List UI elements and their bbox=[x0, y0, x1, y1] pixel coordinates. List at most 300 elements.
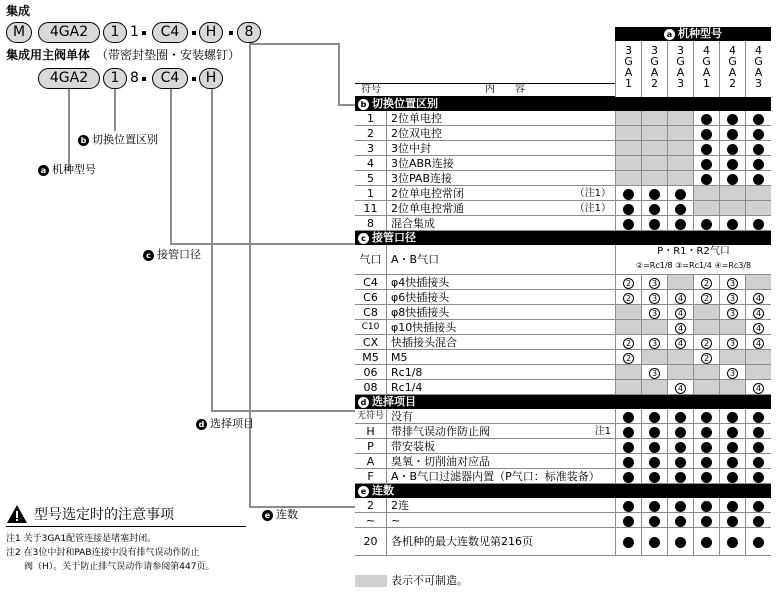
subtitle: 集成用主阀单体 （带密封垫圈・安装螺钉） bbox=[6, 48, 241, 62]
port-size-head bbox=[615, 245, 771, 275]
row-code: 20 bbox=[355, 528, 387, 555]
model-cell bbox=[615, 498, 641, 512]
model-cell bbox=[693, 290, 719, 304]
badge-icon: e bbox=[358, 486, 369, 497]
model-cell bbox=[745, 111, 771, 125]
model-cell bbox=[667, 305, 693, 319]
model-char: A bbox=[702, 66, 711, 79]
model-cell bbox=[615, 126, 641, 140]
row-code: 2 bbox=[355, 498, 387, 512]
section-title: 接管口径 bbox=[372, 231, 416, 244]
available-dot bbox=[649, 537, 660, 548]
available-dot bbox=[623, 472, 634, 483]
table-row bbox=[355, 156, 771, 171]
model-char: 3 bbox=[625, 44, 632, 57]
model-char: 2 bbox=[729, 77, 736, 90]
model-cell bbox=[667, 528, 693, 555]
row-note: 注1 bbox=[594, 426, 611, 437]
model-cell bbox=[745, 275, 771, 289]
model-char: A bbox=[676, 66, 685, 79]
available-dot bbox=[701, 537, 712, 548]
model-cell bbox=[693, 350, 719, 364]
row-code: 8 bbox=[355, 216, 387, 230]
row-description: φ6快插接头 bbox=[391, 291, 450, 304]
row-code: M5 bbox=[355, 350, 387, 364]
table-row bbox=[355, 498, 771, 513]
available-dot bbox=[675, 516, 686, 527]
model-cell bbox=[693, 365, 719, 379]
model-cell bbox=[615, 201, 641, 215]
port-size-mark: 4 bbox=[675, 308, 686, 319]
available-dot bbox=[649, 516, 660, 527]
model-char: 3 bbox=[677, 77, 684, 90]
badge-icon: b bbox=[358, 99, 369, 110]
table-row bbox=[355, 454, 771, 469]
row-description: 2连 bbox=[391, 499, 409, 512]
table-row bbox=[355, 350, 771, 365]
model-cell bbox=[641, 439, 667, 453]
row-note: （注1） bbox=[574, 203, 611, 214]
model-cell bbox=[745, 439, 771, 453]
model-cell bbox=[745, 335, 771, 349]
row-description: 2位双电控 bbox=[391, 127, 442, 140]
model-cell bbox=[615, 335, 641, 349]
table-row bbox=[355, 409, 771, 424]
available-dot bbox=[675, 442, 686, 453]
port-size-mark: 2 bbox=[623, 353, 634, 364]
row-code: P bbox=[355, 439, 387, 453]
available-dot bbox=[623, 219, 634, 230]
model-cell bbox=[667, 498, 693, 512]
model-cell bbox=[615, 365, 641, 379]
model-cell bbox=[693, 498, 719, 512]
model-cell bbox=[719, 335, 745, 349]
model-cell bbox=[745, 320, 771, 334]
available-dot bbox=[753, 457, 764, 468]
available-dot bbox=[701, 457, 712, 468]
model-cell bbox=[719, 171, 745, 185]
available-dot bbox=[649, 412, 660, 423]
label-b: b 切换位置区别 bbox=[78, 133, 158, 147]
table-row bbox=[355, 126, 771, 141]
table-row bbox=[355, 469, 771, 484]
available-dot bbox=[727, 442, 738, 453]
available-dot bbox=[675, 537, 686, 548]
code-part: 8 bbox=[237, 22, 261, 43]
available-dot bbox=[701, 114, 712, 125]
available-dot bbox=[675, 189, 686, 200]
available-dot bbox=[701, 472, 712, 483]
row-code: 3 bbox=[355, 141, 387, 155]
model-cell bbox=[693, 305, 719, 319]
model-cell bbox=[719, 528, 745, 555]
head-content: 内 容 bbox=[485, 84, 525, 95]
code-separator bbox=[229, 31, 233, 35]
code-separator bbox=[142, 77, 146, 81]
notes bbox=[6, 532, 214, 574]
model-cell bbox=[719, 111, 745, 125]
port-size-mark: 3 bbox=[649, 278, 660, 289]
model-column-4ga1 bbox=[693, 41, 719, 97]
available-dot bbox=[701, 159, 712, 170]
model-cell bbox=[667, 454, 693, 468]
port-size-mark: 3 bbox=[727, 368, 738, 379]
model-cell bbox=[693, 156, 719, 170]
model-cell bbox=[667, 365, 693, 379]
badge-icon: d bbox=[358, 397, 369, 408]
model-cell bbox=[667, 350, 693, 364]
model-cell bbox=[615, 305, 641, 319]
model-cell bbox=[693, 469, 719, 483]
port-size-mark: 4 bbox=[753, 323, 764, 334]
row-description: 2位单电控常闭 bbox=[391, 187, 464, 200]
available-dot bbox=[753, 427, 764, 438]
table-row bbox=[355, 528, 771, 556]
model-cell bbox=[667, 141, 693, 155]
label-d: d 选择项目 bbox=[196, 417, 254, 431]
model-cell bbox=[641, 409, 667, 423]
model-cell bbox=[745, 305, 771, 319]
model-column-3ga2 bbox=[641, 41, 667, 97]
available-dot bbox=[727, 174, 738, 185]
port-size-title: P・R1・R2气口 bbox=[657, 246, 730, 257]
model-cell bbox=[719, 498, 745, 512]
model-cell bbox=[719, 141, 745, 155]
model-cell bbox=[745, 409, 771, 423]
port-size-mark: 2 bbox=[701, 278, 712, 289]
model-cell bbox=[667, 186, 693, 200]
table-row bbox=[355, 275, 771, 290]
row-description: 2位单电控常通 bbox=[391, 202, 464, 215]
model-cell bbox=[719, 350, 745, 364]
port-size-mark: 4 bbox=[753, 338, 764, 349]
section-title: 切换位置区别 bbox=[372, 97, 438, 110]
model-cell bbox=[641, 513, 667, 527]
available-dot bbox=[649, 204, 660, 215]
table-row bbox=[355, 513, 771, 528]
available-dot bbox=[701, 501, 712, 512]
available-dot bbox=[753, 442, 764, 453]
model-cell bbox=[719, 424, 745, 438]
model-cell bbox=[745, 424, 771, 438]
available-dot bbox=[649, 501, 660, 512]
row-code: 2 bbox=[355, 126, 387, 140]
available-dot bbox=[727, 501, 738, 512]
port-size-mark: 2 bbox=[623, 278, 634, 289]
available-dot bbox=[701, 442, 712, 453]
column-headers bbox=[355, 83, 615, 97]
available-dot bbox=[701, 427, 712, 438]
row-code: 1 bbox=[355, 111, 387, 125]
table-row bbox=[355, 141, 771, 156]
available-dot bbox=[727, 427, 738, 438]
model-cell bbox=[745, 201, 771, 215]
model-cell bbox=[719, 186, 745, 200]
table-row bbox=[355, 201, 771, 216]
model-cell bbox=[615, 439, 641, 453]
model-cell bbox=[693, 454, 719, 468]
available-dot bbox=[623, 189, 634, 200]
model-cell bbox=[641, 350, 667, 364]
row-description: 没有 bbox=[391, 410, 413, 423]
model-char: G bbox=[624, 55, 633, 68]
port-size-mark: 2 bbox=[701, 338, 712, 349]
available-dot bbox=[701, 516, 712, 527]
model-cell bbox=[693, 216, 719, 230]
port-size-mark: 3 bbox=[727, 293, 738, 304]
model-cell bbox=[745, 365, 771, 379]
model-cell bbox=[641, 380, 667, 394]
available-dot bbox=[649, 219, 660, 230]
available-dot bbox=[649, 457, 660, 468]
available-dot bbox=[753, 114, 764, 125]
label-c: c 接管口径 bbox=[143, 248, 201, 262]
code-part: 4GA2 bbox=[38, 68, 100, 89]
table-row bbox=[355, 216, 771, 231]
available-dot bbox=[753, 129, 764, 140]
row-description: 快插接头混合 bbox=[391, 336, 457, 349]
connector-line bbox=[249, 43, 251, 507]
head-code: 符号 bbox=[361, 84, 381, 95]
available-dot bbox=[701, 412, 712, 423]
available-dot bbox=[727, 472, 738, 483]
section-d bbox=[355, 395, 771, 409]
model-cell bbox=[719, 216, 745, 230]
available-dot bbox=[727, 516, 738, 527]
model-char: A bbox=[624, 66, 633, 79]
model-cell bbox=[641, 201, 667, 215]
model-cell bbox=[693, 141, 719, 155]
model-char: A bbox=[650, 66, 659, 79]
available-dot bbox=[623, 427, 634, 438]
model-cell bbox=[615, 111, 641, 125]
available-dot bbox=[753, 159, 764, 170]
section-title: 选择项目 bbox=[372, 395, 416, 408]
model-cell bbox=[693, 528, 719, 555]
available-dot bbox=[727, 144, 738, 155]
model-cell bbox=[693, 380, 719, 394]
available-dot bbox=[675, 412, 686, 423]
row-description: A・B气口过滤器内置（P气口：标准装备） bbox=[391, 470, 600, 483]
row-description: 3位ABR连接 bbox=[391, 157, 454, 170]
table-row bbox=[355, 365, 771, 380]
row-code: A bbox=[355, 454, 387, 468]
model-cell bbox=[719, 290, 745, 304]
available-dot bbox=[727, 114, 738, 125]
model-cell bbox=[745, 454, 771, 468]
port-size-mark: 3 bbox=[649, 368, 660, 379]
model-cell bbox=[667, 439, 693, 453]
model-cell bbox=[641, 305, 667, 319]
code-part: H bbox=[199, 68, 223, 89]
row-code: 1 bbox=[355, 186, 387, 200]
model-cell bbox=[641, 424, 667, 438]
port-size-mark: 4 bbox=[753, 383, 764, 394]
warning-icon bbox=[6, 504, 28, 524]
port-size-mark: 2 bbox=[623, 293, 634, 304]
available-dot bbox=[727, 219, 738, 230]
row-description: 3位PAB连接 bbox=[391, 172, 452, 185]
available-dot bbox=[649, 472, 660, 483]
available-dot bbox=[649, 189, 660, 200]
model-header: a 机种型号 bbox=[615, 27, 771, 41]
row-description: 带安装板 bbox=[391, 440, 435, 453]
row-code: 06 bbox=[355, 365, 387, 379]
model-cell bbox=[719, 201, 745, 215]
connector-line bbox=[170, 243, 355, 245]
row-code: C8 bbox=[355, 305, 387, 319]
model-cell bbox=[641, 216, 667, 230]
table-row bbox=[355, 111, 771, 126]
model-columns bbox=[615, 41, 771, 97]
model-cell bbox=[719, 320, 745, 334]
model-char: 3 bbox=[677, 44, 684, 57]
port-size-mark: 4 bbox=[675, 338, 686, 349]
port-desc-head: A・B气口 bbox=[391, 253, 440, 266]
row-code: C6 bbox=[355, 290, 387, 304]
model-cell bbox=[641, 126, 667, 140]
model-cell bbox=[667, 380, 693, 394]
model-cell bbox=[615, 171, 641, 185]
page-title: 集成 bbox=[6, 4, 31, 18]
code-part: C4 bbox=[152, 22, 188, 43]
available-dot bbox=[727, 159, 738, 170]
model-column-4ga2 bbox=[719, 41, 745, 97]
model-cell bbox=[693, 275, 719, 289]
model-cell bbox=[719, 126, 745, 140]
row-code: 11 bbox=[355, 201, 387, 215]
port-size-mark: 2 bbox=[623, 338, 634, 349]
model-cell bbox=[615, 409, 641, 423]
code-separator bbox=[192, 31, 196, 35]
port-size-mark: 2 bbox=[701, 293, 712, 304]
table-row bbox=[355, 320, 771, 335]
port-size-mark: 4 bbox=[753, 308, 764, 319]
model-cell bbox=[641, 186, 667, 200]
model-cell bbox=[641, 365, 667, 379]
table-row bbox=[355, 290, 771, 305]
model-char: 1 bbox=[703, 77, 710, 90]
available-dot bbox=[675, 457, 686, 468]
code-part: 1 bbox=[103, 68, 127, 89]
row-description: 2位单电控 bbox=[391, 112, 442, 125]
table-row bbox=[355, 305, 771, 320]
model-char: G bbox=[728, 55, 737, 68]
connector-line bbox=[249, 43, 339, 45]
row-code: CX bbox=[355, 335, 387, 349]
connector-line bbox=[338, 104, 355, 106]
code-part: 1 bbox=[103, 22, 127, 43]
port-size-mark: 4 bbox=[675, 293, 686, 304]
available-dot bbox=[753, 516, 764, 527]
model-char: 2 bbox=[651, 77, 658, 90]
model-cell bbox=[693, 126, 719, 140]
note-1: 注1 关于3GA1配管连接是堵塞封闭。 bbox=[6, 534, 157, 544]
code-separator bbox=[142, 31, 146, 35]
available-dot bbox=[753, 537, 764, 548]
code-part: H bbox=[199, 22, 223, 43]
row-code: 4 bbox=[355, 156, 387, 170]
model-column-3ga1 bbox=[615, 41, 641, 97]
model-char: A bbox=[754, 66, 763, 79]
warning-heading: 型号选定时的注意事项 bbox=[6, 503, 246, 527]
model-column-3ga3 bbox=[667, 41, 693, 97]
port-header-row bbox=[355, 245, 771, 275]
model-char: G bbox=[676, 55, 685, 68]
model-cell bbox=[719, 380, 745, 394]
model-cell bbox=[667, 126, 693, 140]
model-cell bbox=[615, 186, 641, 200]
port-size-legend: ②=Rc1/8 ③=Rc1/4 ④=Rc3/8 bbox=[635, 261, 752, 270]
model-cell bbox=[693, 513, 719, 527]
model-cell bbox=[667, 171, 693, 185]
model-cell bbox=[745, 350, 771, 364]
model-cell bbox=[615, 275, 641, 289]
model-char: 3 bbox=[755, 77, 762, 90]
row-note: （注1） bbox=[574, 188, 611, 199]
model-char: 4 bbox=[703, 44, 710, 57]
model-cell bbox=[693, 424, 719, 438]
model-cell bbox=[719, 275, 745, 289]
connector-line bbox=[211, 410, 355, 412]
available-dot bbox=[675, 204, 686, 215]
model-cell bbox=[615, 320, 641, 334]
connector-line bbox=[68, 89, 70, 171]
port-size-mark: 4 bbox=[675, 323, 686, 334]
model-cell bbox=[719, 305, 745, 319]
model-cell bbox=[641, 171, 667, 185]
table-row bbox=[355, 424, 771, 439]
model-cell bbox=[641, 528, 667, 555]
available-dot bbox=[623, 204, 634, 215]
available-dot bbox=[727, 457, 738, 468]
table-row bbox=[355, 335, 771, 350]
model-cell bbox=[641, 320, 667, 334]
code-part: 8 bbox=[130, 70, 139, 86]
available-dot bbox=[727, 412, 738, 423]
badge-icon: c bbox=[358, 233, 369, 244]
model-char: 4 bbox=[755, 44, 762, 57]
available-dot bbox=[623, 442, 634, 453]
model-cell bbox=[667, 156, 693, 170]
model-cell bbox=[667, 335, 693, 349]
available-dot bbox=[727, 129, 738, 140]
available-dot bbox=[623, 501, 634, 512]
model-char: G bbox=[650, 55, 659, 68]
model-cell bbox=[615, 424, 641, 438]
model-cell bbox=[745, 216, 771, 230]
model-cell bbox=[615, 380, 641, 394]
port-size-mark: 4 bbox=[753, 293, 764, 304]
model-cell bbox=[615, 513, 641, 527]
row-code: 无符号 bbox=[355, 409, 387, 423]
available-dot bbox=[727, 537, 738, 548]
port-size-mark: 3 bbox=[649, 308, 660, 319]
model-column-4ga3 bbox=[745, 41, 771, 97]
model-cell bbox=[693, 409, 719, 423]
model-cell bbox=[745, 171, 771, 185]
available-dot bbox=[701, 129, 712, 140]
port-size-mark: 3 bbox=[649, 293, 660, 304]
section-b bbox=[355, 97, 771, 111]
model-cell bbox=[667, 111, 693, 125]
row-code: ~ bbox=[355, 513, 387, 527]
row-description: ~ bbox=[391, 514, 401, 527]
model-cell bbox=[693, 171, 719, 185]
model-cell bbox=[693, 111, 719, 125]
model-cell bbox=[667, 409, 693, 423]
section-e bbox=[355, 484, 771, 498]
